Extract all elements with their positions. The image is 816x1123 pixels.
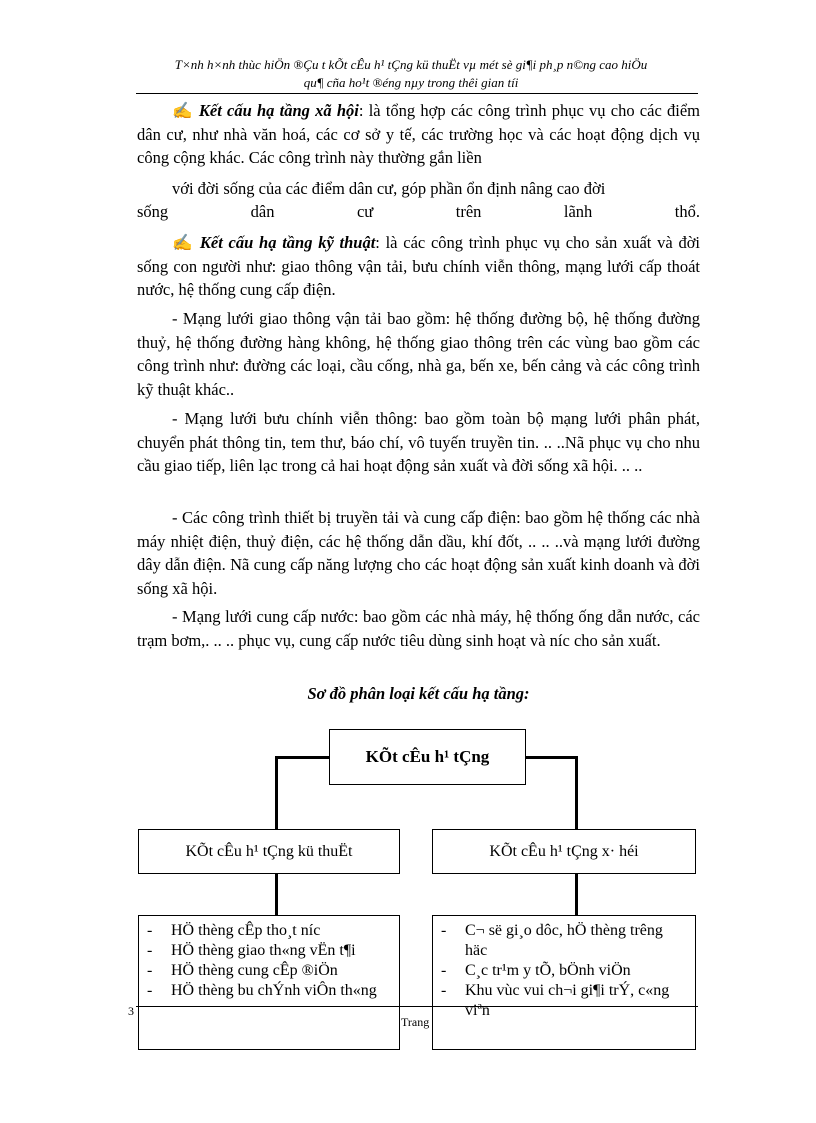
paragraph-continuation <box>137 177 700 201</box>
word: lãnh <box>563 202 593 221</box>
header-line-1: T×nh h×nh thùc hiÖn ®Çu t kÕt cÊu h¹ tÇng kü thuËt vµ mét sè gi¶i ph¸p n©ng cao hiÖu <box>174 57 648 72</box>
word: thổ. <box>674 202 700 221</box>
diagram-root-node <box>329 729 526 785</box>
connector-list-right <box>575 874 578 915</box>
term-technical-infrastructure: Kết cấu hạ tầng kỹ thuật <box>199 233 376 252</box>
connector-down-right <box>575 756 578 829</box>
paragraph-technical-infrastructure <box>137 231 700 302</box>
paragraph-telecom-network <box>137 407 700 478</box>
paragraph-text: với đời sống của các điểm dân cư, góp phần ổn định nâng cao đời <box>172 179 606 198</box>
term-social-infrastructure: Kết cấu hạ tầng xã hội <box>198 101 359 120</box>
paragraph-social-infrastructure <box>137 99 700 170</box>
word: dân <box>250 202 275 221</box>
list-item: - Khu vùc vui ch¬i gi¶i trÝ, c«ng viªn <box>441 981 685 1021</box>
connector-list-left <box>275 874 278 915</box>
list-item: - HÖ thèng cÊp tho¸t níc <box>147 921 389 941</box>
technical-items-list <box>138 915 400 1050</box>
footer-page-mark: 3 <box>128 1004 134 1018</box>
header-rule <box>136 93 698 94</box>
pencil-icon: ✍ <box>172 101 194 120</box>
paragraph-transport-network <box>137 307 700 401</box>
footer-rule <box>136 1006 698 1007</box>
list-item: - C¸c tr¹m y tÕ, bÖnh viÖn <box>441 961 685 981</box>
connector-root-right <box>526 756 578 759</box>
paragraph-text: - Các công trình thiết bị truyền tải và cung cấp điện: bao gồm hệ thống các nhà máy nhiệt điện, thuỷ điện, các hệ thống dẫn dầu, khí đốt, .. .. ..và mạng lưới đường dây dẫn điện. Nã cung cấp năng lượng cho các hoạt động sản xuất kinh doanh và đời sống xã hội. <box>137 508 700 598</box>
diagram-social-node <box>432 829 696 874</box>
paragraph-continuation-spread <box>137 200 700 224</box>
list-item: - HÖ thèng giao th«ng vËn t¶i <box>147 941 389 961</box>
pencil-icon: ✍ <box>172 233 195 252</box>
paragraph-text: - Mạng lưới cung cấp nước: bao gồm các nhà máy, hệ thống ống dẫn nước, các trạm bơm,. .. .. phục vụ, cung cấp nước tiêu dùng sinh hoạt và níc cho sản xuất. <box>137 607 700 650</box>
social-items-list <box>432 915 696 1050</box>
word: trên <box>455 202 482 221</box>
footer-page-label: Trang <box>401 1015 430 1029</box>
word: sống <box>137 202 169 221</box>
connector-root-left <box>275 756 329 759</box>
word: cư <box>356 202 374 221</box>
connector-down-left <box>275 756 278 829</box>
list-item: - C¬ së gi¸o dôc, hÖ thèng trêng häc <box>441 921 685 961</box>
running-header <box>112 56 710 92</box>
header-line-2: qu¶ cña ho¹t ®éng nµy trong thêi gian tíi <box>303 75 519 90</box>
social-label: KÕt cÊu h¹ tÇng x· héi <box>489 842 639 860</box>
paragraph-text: - Mạng lưới bưu chính viễn thông: bao gồm toàn bộ mạng lưới phân phát, chuyển phát thông tin, tem thư, báo chí, vô tuyến truyền tin. .. ..Nã phục vụ cho nhu cầu giao tiếp, liên lạc trong cả hai hoạt động sản xuất và đời sống xã hội. .. .. <box>137 409 700 475</box>
list-item: - HÖ thèng bu chÝnh viÔn th«ng <box>147 981 389 1001</box>
root-label: KÕt cÊu h¹ tÇng <box>365 747 490 766</box>
diagram-technical-node <box>138 829 400 874</box>
list-item: - HÖ thèng cung cÊp ®iÖn <box>147 961 389 981</box>
paragraph-text: : là các công trình phục vụ cho sản xuất và đời sống con người như: giao thông vận tải, bưu chính viễn thông, mạng lưới cấp thoát nước, hệ thống cung cấp điện. <box>137 233 701 299</box>
technical-label: KÕt cÊu h¹ tÇng kü thuËt <box>185 842 353 860</box>
paragraph-text: : là tổng hợp các công trình phục vụ cho các điểm dân cư, như nhà văn hoá, các cơ sở y tế, các trường học và các hoạt động dịch vụ công cộng khác. Các công trình này thường gắn liền <box>137 101 701 167</box>
paragraph-water-network <box>137 605 700 652</box>
paragraph-text: - Mạng lưới giao thông vận tải bao gồm: hệ thống đường bộ, hệ thống đường thuỷ, hệ thống đường hàng không, hệ thống giao thông trên các vùng bao gồm các công trình như: đường các loại, cầu cống, nhà ga, bến xe, bến cảng và các công trình kỹ thuật khác.. <box>137 309 700 399</box>
diagram-caption: Sơ đồ phân loại kết cấu hạ tầng: <box>307 684 530 703</box>
paragraph-power-network <box>137 506 700 600</box>
